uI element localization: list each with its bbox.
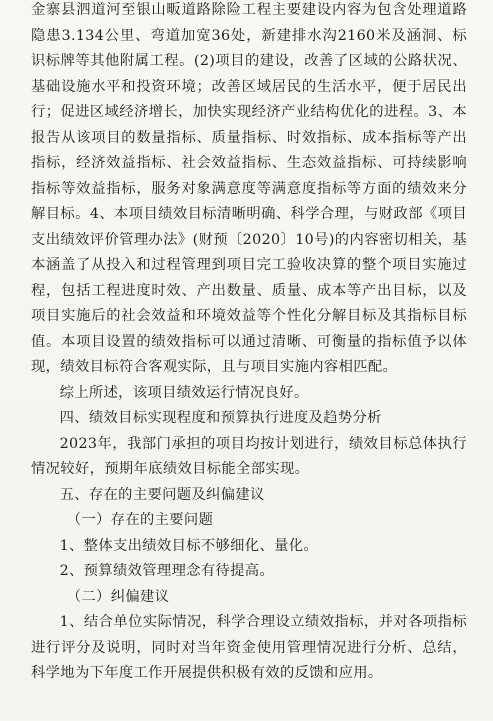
suggestion-item-one: 1、结合单位实际情况，科学合理设立绩效指标，并对各项指标进行评分及说明，同时对当年资金使用管理情况进行分析、总结，科学地为下年度工作开展提供积极有效的反馈和应用。 — [31, 614, 467, 681]
section-heading-five: 五、存在的主要问题及纠偏建议 — [59, 486, 265, 503]
subheading-main-problems: （一）存在的主要问题 — [66, 512, 214, 528]
body-paragraph-continued: 金寨县泗道河至银山畈道路除险工程主要建设内容为包含处理道路隐患3.134公里、弯道加宽36处，新建排水沟2160米及涵洞、标识标牌等其他附属工程。(2)项目的建设，改善了区域的公路状况、基础设施水平和投资环境；改善区域居民的生活水平，便于居民出行；促进区域经济增长，加快实现经济产业结构优化的进程。3、本报告从该项目的数量指标、质量指标、时效指标、成本指标等产出指标，经济效益指标、社会效益指标、生态效益指标、可持续影响指标等效益指标，服务对象满意度等满意度指标等方面的绩效来分解目标。4、本项目绩效目标清晰明确、科学合理，与财政部《项目支出绩效评价管理办法》(财预〔2020〕10号)的内容密切相关，基本涵盖了从投入和过程管理到项目完工验收决算的整个项目实施过程，包括工程进度时效、产出数量、质量、成本等产出目标，以及项目实施后的社会效益和环境效益等个性化分解目标及其指标目标值。本项目设置的绩效指标可以通过清晰、可衡量的指标值予以体现，绩效目标符合客观实际，且与项目实施内容相匹配。 — [31, 2, 467, 375]
subheading-suggestions: （二）纠偏建议 — [66, 588, 170, 605]
progress-paragraph: 2023年，我部门承担的项目均按计划进行，绩效目标总体执行情况较好，预期年底绩效目标能全部实现。 — [31, 435, 467, 477]
problem-item-two: 2、预算绩效管理理念有待提高。 — [59, 563, 275, 579]
problem-item-one: 1、整体支出绩效目标不够细化、量化。 — [59, 537, 319, 554]
section-heading-four: 四、绩效目标实现程度和预算执行进度及趋势分析 — [59, 410, 382, 426]
summary-paragraph: 综上所述，该项目绩效运行情况良好。 — [59, 384, 309, 401]
